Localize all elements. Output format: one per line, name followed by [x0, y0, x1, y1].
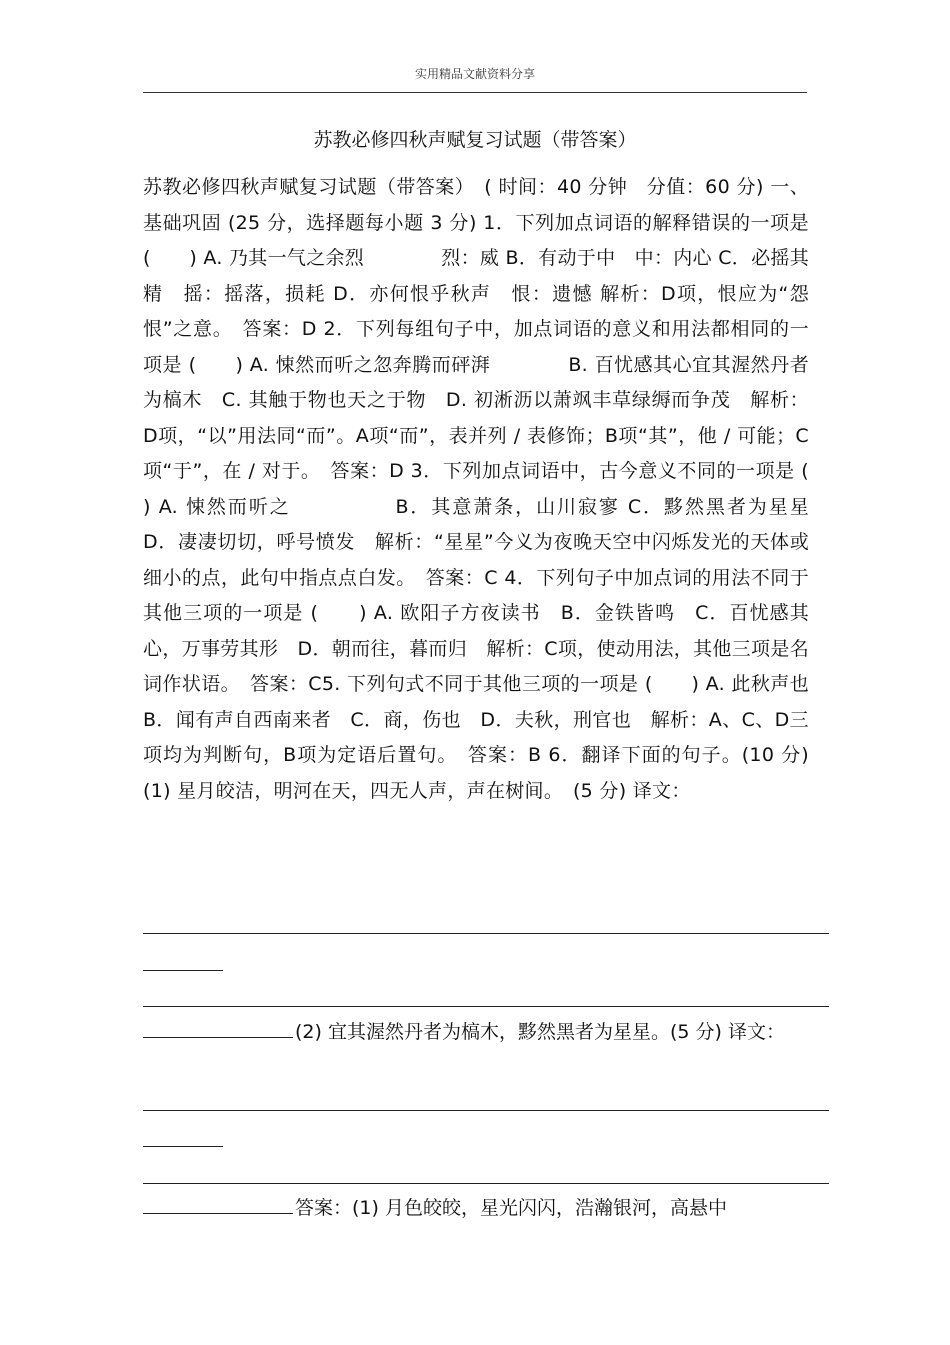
answer-blank-line[interactable]	[143, 1015, 293, 1038]
answer-blank-line[interactable]	[143, 1146, 223, 1147]
answer-blank-line[interactable]	[143, 1006, 829, 1007]
header-text: 实用精品文献资料分享	[414, 67, 535, 81]
question-2-block	[143, 1015, 809, 1051]
answer-blank-line[interactable]	[143, 970, 223, 971]
answer-blank-line[interactable]	[143, 1110, 829, 1111]
answer-block	[143, 1191, 809, 1227]
document-body: 苏教必修四秋声赋复习试题（带答案） ( 时间：40 分钟 分值：60 分) 一、基础巩固 (25 分，选择题每小题 3 分) 1．下列加点词语的解释错误的一项是 ( ) A. 乃其一气之余烈 烈：威 B．有动于中 中：内心 C．必摇其精 摇：摇落，损耗 D．亦何恨乎秋声 恨：遗憾 解析：D项，恨应为“怨恨”之意。 答案：D 2．下列每组句子中，加点词语的意义和用法都相同的一项是 ( ) A. 悚然而听之忽奔腾而砰湃 B. 百忧感其心宜其渥然丹者为槁木 C. 其触于物也天之于物 D. 初淅沥以萧飒丰草绿缛而争茂 解析：D项，“以”用法同“而”。A项“而”，表并列 / 表修饰；B项“其”，他 / 可能；C项“于”，在 / 对于。 答案：D 3．下列加点词语中，古今意义不同的一项是 ( ) A. 悚然而听之 B．其意萧条，山川寂寥 C．黟然黑者为星星 D．凄凄切切，呼号愤发 解析：“星星”今义为夜晚天空中闪烁发光的天体或细小的点，此句中指点点白发。 答案：C 4．下列句子中加点词的用法不同于其他三项的一项是 ( ) A. 欧阳子方夜读书 B．金铁皆鸣 C．百忧感其心，万事劳其形 D．朝而往，暮而归 解析：C项，使动用法，其他三项是名词作状语。 答案：C5. 下列句式不同于其他三项的一项是 ( ) A. 此秋声也 B．闻有声自西南来者 C．商，伤也 D．夫秋，刑官也 解析：A、C、D三项均为判断句，B项为定语后置句。 答案：B 6．翻译下面的句子。(10 分) (1) 星月皎洁，明河在天，四无人声，声在树间。 (5 分) 译文：	[143, 176, 848, 802]
page-header	[143, 62, 807, 93]
question-2-text: (2) 宜其渥然丹者为槁木，黟然黑者为星星。(5 分) 译文：	[295, 1021, 785, 1043]
answer-blank-line[interactable]	[143, 933, 829, 934]
document-title: 苏教必修四秋声赋复习试题（带答案）	[313, 129, 637, 151]
answer-text: 答案：(1) 月色皎皎，星光闪闪，浩瀚银河，高悬中	[295, 1197, 727, 1219]
answer-blank-line[interactable]	[143, 1191, 293, 1214]
answer-blank-line[interactable]	[143, 1183, 829, 1184]
